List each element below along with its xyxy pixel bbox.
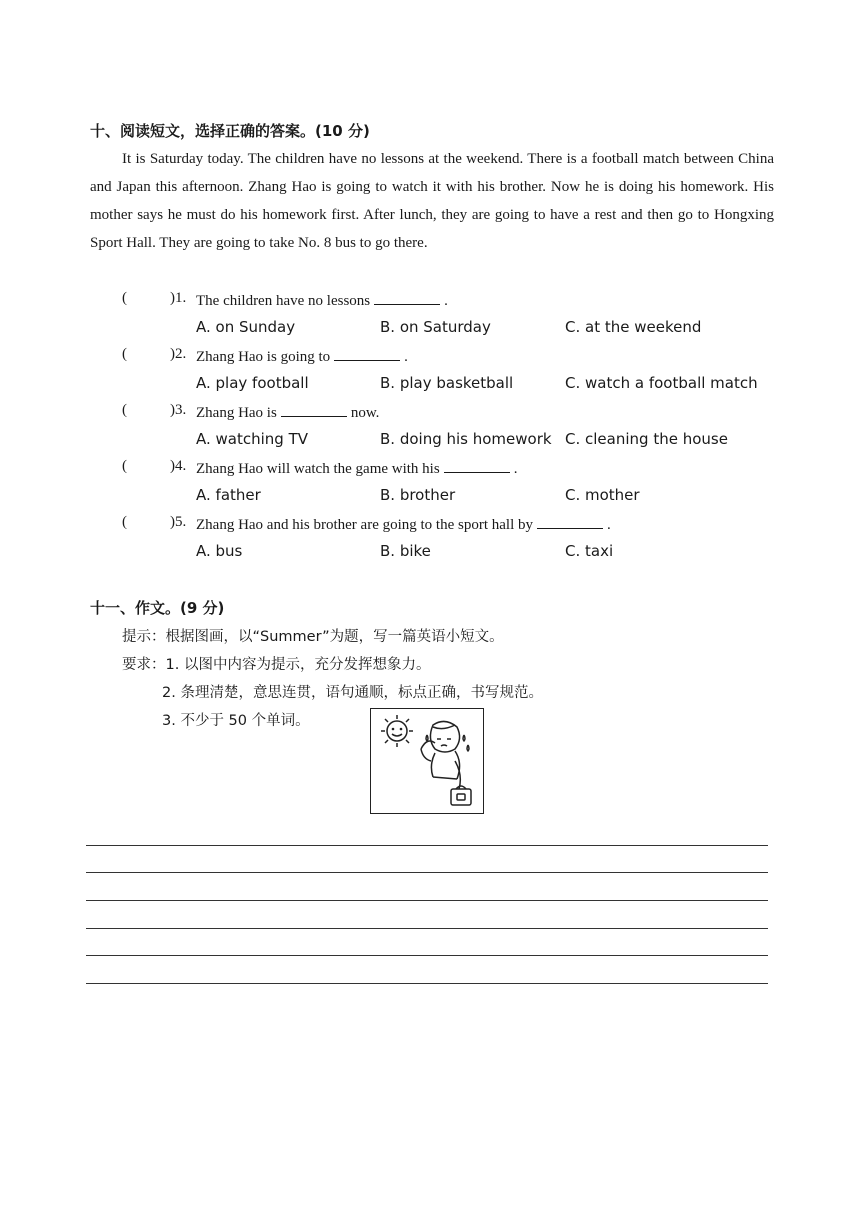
answer-blank[interactable]	[334, 346, 400, 361]
option-c[interactable]: C. at the weekend	[565, 318, 702, 336]
option-a[interactable]: A. bus	[196, 542, 243, 560]
section-10-title: 十、阅读短文，选择正确的答案。(10 分)	[90, 122, 370, 140]
options-4	[0, 486, 865, 514]
writing-line[interactable]	[86, 900, 768, 901]
writing-line[interactable]	[86, 955, 768, 956]
question-3	[0, 402, 865, 430]
answer-blank[interactable]	[374, 290, 440, 305]
writing-line[interactable]	[86, 928, 768, 929]
option-b[interactable]: B. doing his homework	[380, 430, 552, 448]
answer-blank[interactable]	[281, 402, 347, 417]
option-a[interactable]: A. play football	[196, 374, 309, 392]
option-c[interactable]: C. watch a football match	[565, 374, 758, 392]
question-text	[196, 346, 408, 366]
question-tail: .	[513, 461, 518, 477]
question-text	[196, 458, 517, 478]
question-5	[0, 514, 865, 542]
question-text	[196, 514, 611, 534]
answer-blank[interactable]	[444, 458, 510, 473]
picture-frame	[370, 708, 484, 814]
question-number: )4.	[170, 458, 187, 474]
option-a[interactable]: A. on Sunday	[196, 318, 296, 336]
reading-passage	[90, 145, 774, 257]
answer-blank[interactable]	[537, 514, 603, 529]
question-2	[0, 346, 865, 374]
option-a[interactable]: A. father	[196, 486, 261, 504]
requirement-1: 要求：1. 以图中内容为提示，充分发挥想象力。	[122, 657, 431, 673]
writing-line[interactable]	[86, 845, 768, 846]
question-number: )2.	[170, 346, 187, 362]
sun-and-sweating-person-icon	[371, 709, 482, 812]
question-stem: Zhang Hao and his brother are going to the sport hall by	[196, 517, 534, 533]
option-a[interactable]: A. watching TV	[196, 430, 309, 448]
option-b[interactable]: B. play basketball	[380, 374, 514, 392]
option-b[interactable]: B. brother	[380, 486, 456, 504]
question-text	[196, 402, 379, 422]
question-4	[0, 458, 865, 486]
requirement-2: 2. 条理清楚，意思连贯，语句通顺，标点正确，书写规范。	[162, 685, 543, 701]
writing-line[interactable]	[86, 983, 768, 984]
options-1	[0, 318, 865, 346]
question-number: )1.	[170, 290, 187, 306]
option-c[interactable]: C. mother	[565, 486, 640, 504]
question-number: )5.	[170, 514, 187, 530]
question-tail: .	[404, 349, 408, 365]
option-c[interactable]: C. taxi	[565, 542, 614, 560]
answer-paren[interactable]: (	[122, 402, 127, 418]
option-b[interactable]: B. bike	[380, 542, 431, 560]
answer-paren[interactable]: (	[122, 346, 127, 362]
requirement-3: 3. 不少于 50 个单词。	[162, 713, 310, 729]
question-tail: .	[444, 293, 448, 309]
writing-line[interactable]	[86, 872, 768, 873]
question-stem: Zhang Hao is going to	[196, 349, 331, 365]
question-tail: .	[607, 517, 611, 533]
passage-text: It is Saturday today. The children have no lessons at the weekend. There is a football match between China and Japan this afternoon. Zhang Hao is going to watch it with his brother. Now he is doing his homework. His mother says he must do his homework first. After lunch, they are going to have a rest and then go to Hongxing Sport Hall. They are going to take No. 8 bus to go there.	[90, 151, 774, 251]
question-tail: now.	[350, 405, 380, 421]
writing-hint: 提示：根据图画，以“Summer”为题，写一篇英语小短文。	[122, 629, 504, 645]
section-11-title: 十一、作文。(9 分)	[90, 599, 225, 617]
answer-paren[interactable]: (	[122, 458, 127, 474]
question-text	[196, 290, 448, 310]
option-c[interactable]: C. cleaning the house	[565, 430, 728, 448]
question-stem: Zhang Hao will watch the game with his	[196, 461, 440, 477]
answer-paren[interactable]: (	[122, 290, 127, 306]
options-5	[0, 542, 865, 570]
answer-paren[interactable]: (	[122, 514, 127, 530]
question-1	[0, 290, 865, 318]
options-2	[0, 374, 865, 402]
question-number: )3.	[170, 402, 187, 418]
question-stem: The children have no lessons	[196, 293, 371, 309]
options-3	[0, 430, 865, 458]
question-stem: Zhang Hao is	[196, 405, 277, 421]
option-b[interactable]: B. on Saturday	[380, 318, 491, 336]
